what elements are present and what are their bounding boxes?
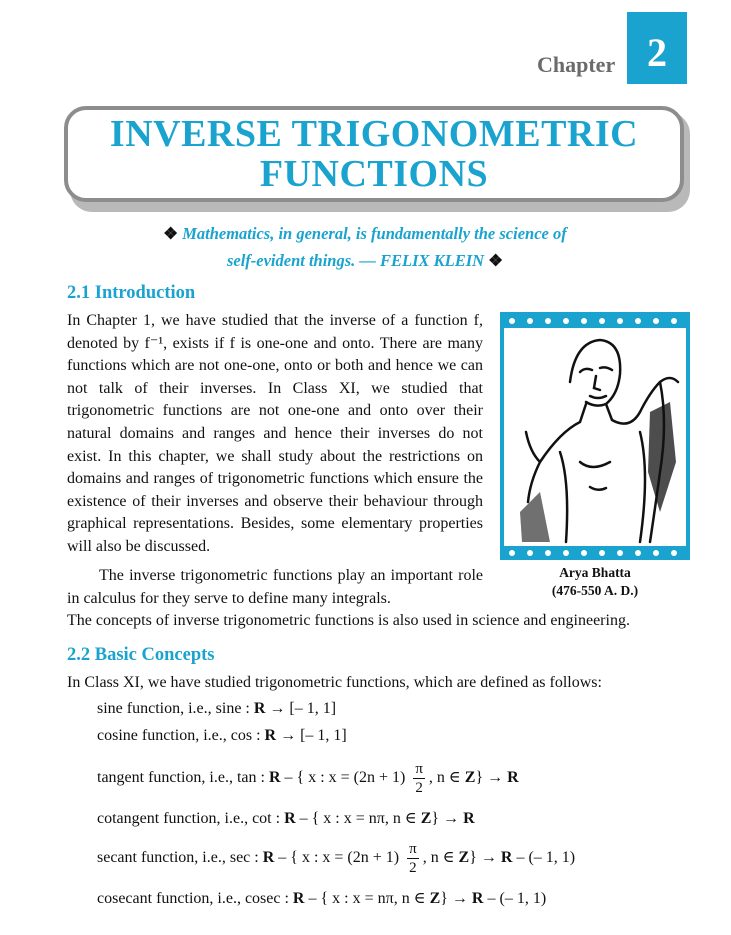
sine-range: [– 1, 1] (289, 700, 337, 717)
quote-line-1: Mathematics, in general, is fundamentally the science of (182, 224, 567, 243)
title-line-2: FUNCTIONS (259, 153, 489, 195)
tangent-definition: tangent function, i.e., tan : R – { x : x = (2n + 1) $\frac{\pi}{2}$ , n ∈ Z} → R (97, 761, 519, 796)
fraction-numerator: π (409, 841, 417, 857)
chapter-number: 2 (647, 30, 667, 75)
diamond-bullet-icon: ❖ (163, 224, 179, 243)
cotangent-definition: cotangent function, i.e., cot : R – { x : x = nπ, n ∈ Z} → R (97, 810, 475, 827)
pi-over-2-fraction (407, 840, 419, 877)
secant-label: secant function, i.e., sec : (97, 849, 263, 867)
arya-bhatta-portrait (500, 312, 690, 560)
cosine-definition: cosine function, i.e., cos : R → [– 1, 1] (97, 727, 347, 744)
secant-range: – (– 1, 1) (512, 849, 576, 867)
chapter-label: Chapter (537, 52, 616, 77)
cotangent-range: R (463, 810, 475, 827)
cotangent-set: – { x : x = nπ, n ∈ (295, 810, 421, 827)
tangent-set: – { x : x = (2n + 1) (280, 769, 410, 787)
intro-paragraph-2: The inverse trigonometric functions play an important role in calculus for they serve to define many integrals. (67, 567, 483, 607)
fraction-numerator: π (415, 761, 423, 777)
sine-definition: sine function, i.e., sine : R → [– 1, 1] (97, 700, 337, 717)
caption-name: Arya Bhatta (559, 565, 631, 580)
intro-paragraph-2-continuation: The concepts of inverse trigonometric functions is also used in science and engineering. (67, 612, 630, 629)
fraction-denominator: 2 (409, 860, 417, 876)
cosecant-label: cosecant function, i.e., cosec : (97, 890, 293, 907)
secant-definition: secant function, i.e., sec : R – { x : x = (2n + 1) $\frac{\pi}{2}$ , n ∈ Z} → R – (– 1, 1) (97, 841, 576, 876)
cosecant-definition: cosecant function, i.e., cosec : R – { x : x = nπ, n ∈ Z} → R – (– 1, 1) (97, 890, 547, 907)
tangent-label: tangent function, i.e., tan : (97, 769, 269, 787)
sine-label: sine function, i.e., sine : (97, 700, 254, 717)
cosecant-set: – { x : x = nπ, n ∈ (304, 890, 430, 907)
cosine-label: cosine function, i.e., cos : (97, 727, 265, 744)
pi-over-2-fraction (413, 760, 425, 797)
tangent-set-end: , n ∈ (428, 769, 465, 787)
section-heading-introduction: 2.1 Introduction (67, 283, 196, 303)
section-heading-basic-concepts: 2.2 Basic Concepts (67, 645, 215, 665)
title-line-1: INVERSE TRIGONOMETRIC (109, 113, 639, 155)
chapter-number-badge (627, 12, 687, 84)
secant-set: – { x : x = (2n + 1) (274, 849, 404, 867)
intro-paragraph-1: In Chapter 1, we have studied that the inverse of a function f, denoted by f⁻¹, exists if f is one-one and onto. There are many functions which are not one-one, onto or both and hence we can not talk of their inverses. In Class XI, we studied that trigonometric functions are not one-one and onto over their natural domains and ranges and hence their inverses do not exist. In this chapter, we shall study about the restrictions on domains and ranges of trigonometric functions which ensure the existence of their inverses and observe their behaviour through graphical representations. Besides, some elementary properties will also be discussed. (67, 312, 483, 555)
title-banner (64, 106, 684, 202)
cosecant-range: – (– 1, 1) (483, 890, 547, 907)
portrait-caption (505, 564, 685, 600)
tangent-range: R (507, 769, 519, 787)
caption-years: (476-550 A. D.) (551, 583, 639, 598)
fraction-denominator: 2 (415, 780, 423, 796)
cosine-range: [– 1, 1] (300, 727, 347, 744)
cotangent-label: cotangent function, i.e., cot : (97, 810, 285, 827)
secant-set-end: , n ∈ (422, 849, 459, 867)
basic-concepts-paragraph: In Class XI, we have studied trigonometric functions, which are defined as follows: (67, 674, 602, 691)
diamond-bullet-icon: ❖ (488, 251, 504, 270)
epigraph-quote (100, 220, 630, 274)
quote-line-2: self-evident things. — FELIX KLEIN (226, 251, 485, 270)
